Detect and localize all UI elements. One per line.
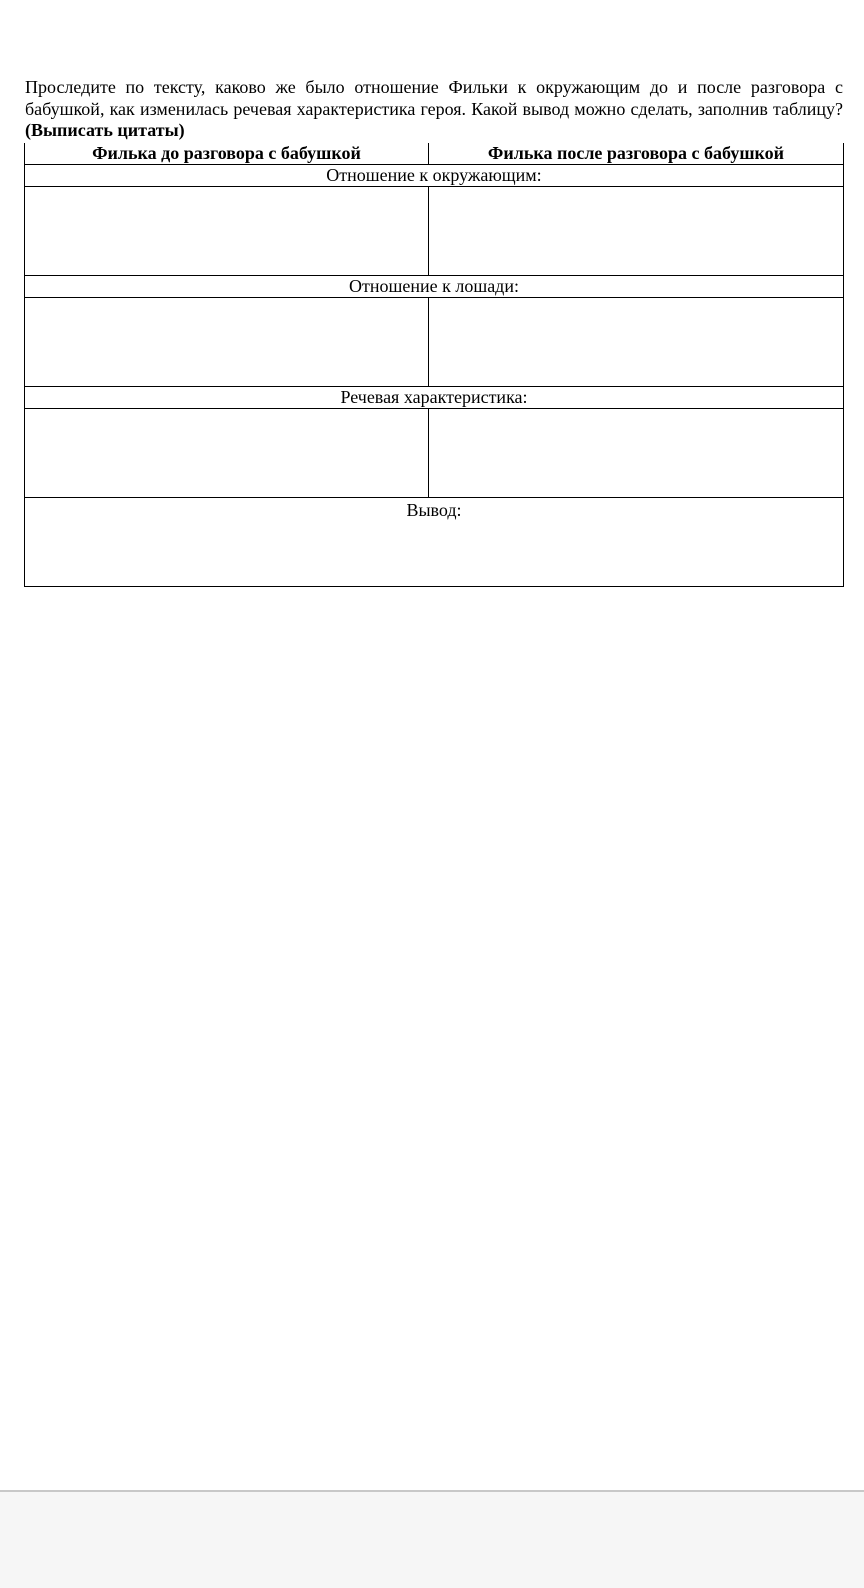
- task-instruction-text: Проследите по тексту, каково же было отношение Фильки к окружающим до и после разговора с бабушкой, как изменилась речевая характеристика героя. Какой вывод можно сделать, заполнив таблицу?: [25, 77, 843, 119]
- conclusion-label: Вывод:: [406, 500, 462, 520]
- viewer-bottom-area: [0, 1490, 864, 1588]
- task-instruction-emphasis: (Выписать цитаты): [25, 120, 185, 140]
- table-row: [25, 187, 844, 276]
- answer-cell-after[interactable]: [429, 409, 844, 498]
- table-row: [25, 298, 844, 387]
- answer-cell-before[interactable]: [25, 298, 429, 387]
- header-before-conversation: Филька до разговора с бабушкой: [25, 143, 429, 165]
- conclusion-cell[interactable]: [25, 498, 844, 587]
- section-label-speech: Речевая характеристика:: [25, 387, 844, 409]
- answer-cell-before[interactable]: [25, 187, 429, 276]
- section-label-attitude-to-others: Отношение к окружающим:: [25, 165, 844, 187]
- section-row-attitude-to-horse: [25, 276, 844, 298]
- answer-cell-after[interactable]: [429, 298, 844, 387]
- answer-cell-after[interactable]: [429, 187, 844, 276]
- table-row: [25, 409, 844, 498]
- section-row-speech: [25, 387, 844, 409]
- section-row-attitude-to-others: [25, 165, 844, 187]
- section-label-attitude-to-horse: Отношение к лошади:: [25, 276, 844, 298]
- comparison-table: [24, 143, 844, 587]
- table-header-row: [25, 143, 844, 165]
- header-after-conversation: Филька после разговора с бабушкой: [429, 143, 844, 165]
- conclusion-row: [25, 498, 844, 587]
- task-instruction: [25, 77, 843, 142]
- answer-cell-before[interactable]: [25, 409, 429, 498]
